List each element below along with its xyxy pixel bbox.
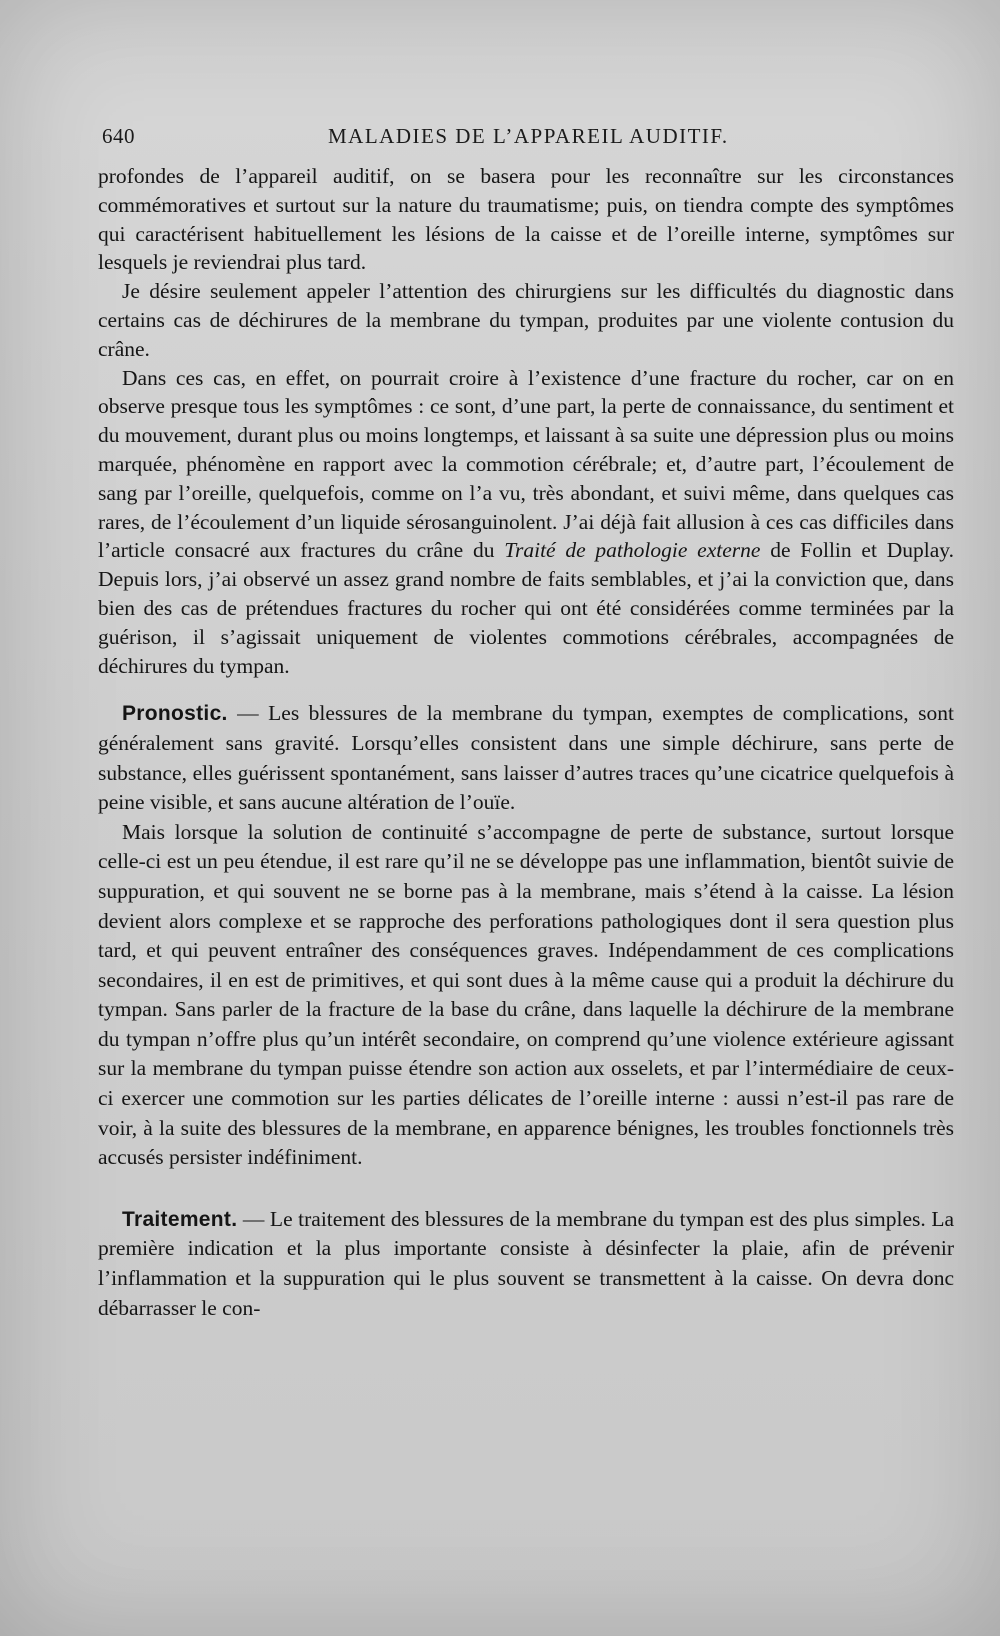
paragraph-text-part: — Le traitement des blessures de la membrane du tympan est des plus simples. La première indication et la plus importante consiste à désinfecter la plaie, afin de prévenir l’inflammation et la suppuration qui le plus souvent se transmettent à la caisse. On devra donc débarrasser le con-	[98, 1206, 954, 1320]
running-title: MALADIES DE L’APPAREIL AUDITIF.	[328, 124, 729, 148]
paragraph-text-part: de Follin et Duplay. Depuis lors, j’ai observé un assez grand nombre de faits semblables, et j’ai la conviction que, dans bien des cas de prétendues fractures du rocher qui ont été considérées comme terminées par la guérison, il s’agissait uniquement de violentes commotions cérébrales, accompagnées de déchirures du tympan.	[98, 538, 954, 678]
section-heading-pronostic: Pronostic.	[122, 702, 228, 726]
paragraph-text-part: Dans ces cas, en effet, on pourrait croire à l’existence d’une fracture du rocher, car on en observe presque tous les symptômes : ce sont, d’une part, la perte de connaissance, du sentiment et du mouvement, durant plus ou moins longtemps, et laissant à sa suite une dépression plus ou moins marquée, phénomène en rapport avec la commotion cérébrale; et, d’autre part, l’écoulement de sang par l’oreille, quelquefois, comme on l’a vu, très abondant, et suivi même, dans quelques cas rares, de l’écoulement d’un liquide sérosanguinolent. J’ai déjà fait allusion à ces cas difficiles dans l’article consacré aux fractures du crâne du	[98, 365, 954, 563]
book-title-reference: Traité de pathologie externe	[504, 538, 761, 563]
page-body	[98, 162, 954, 1323]
page-number: 640	[102, 124, 135, 148]
page-header	[102, 120, 952, 154]
paragraph-text-part: — Les blessures de la membrane du tympan, exemptes de complications, sont généralement sans gravité. Lorsqu’elles consistent dans une simple déchirure, sans perte de substance, elles guérissent spontanément, sans laisser d’autres traces qu’une cicatrice quelquefois à peine visible, et sans aucune altération de l’ouïe.	[98, 701, 954, 815]
paragraph-diagnostic-difficulties: Je désire seulement appeler l’attention des chirurgiens sur les difficultés du diagnostic dans certains cas de déchirures de la membrane du tympan, produites par une violente contusion du crâne.	[98, 279, 954, 361]
paragraph-complications: Mais lorsque la solution de continuité s’accompagne de perte de substance, surtout lorsque celle-ci est un peu étendue, il est rare qu’il ne se développe pas une inflammation, bientôt suivie de suppuration, et qui souvent ne se borne pas à la membrane, mais s’étend à la caisse. La lésion devient alors complexe et se rapproche des perforations pathologiques dont il sera question plus tard, et qui peuvent entraîner des conséquences graves. Indépendamment de ces complications secondaires, il en est de primitives, et qui sont dues à la même cause qui a produit la déchirure du tympan. Sans parler de la fracture de la base du crâne, dans laquelle la déchirure de la membrane du tympan n’offre plus qu’un intérêt secondaire, on comprend qu’une violence extérieure agissant sur la membrane du tympan puisse étendre son action aux osselets, et par l’intermédiaire de ceux-ci exercer une commotion sur les parties délicates de l’oreille interne : aussi n’est-il pas rare de voir, à la suite des blessures de la membrane, en apparence bénignes, les troubles fonctionnels très accusés persister indéfiniment.	[98, 819, 954, 1170]
paragraph-continuation: profondes de l’appareil auditif, on se basera pour les reconnaître sur les circonstances commémoratives et surtout sur la nature du traumatisme; puis, on tiendra compte des symptômes qui caractérisent habituellement les lésions de la caisse et de l’oreille interne, symptômes sur lesquels je reviendrai plus tard.	[98, 164, 954, 275]
paragraph-traitement	[98, 1205, 954, 1323]
paragraph-pronostic	[98, 699, 954, 817]
paragraph-fracture-du-rocher	[98, 364, 954, 681]
section-heading-traitement: Traitement.	[122, 1207, 238, 1231]
